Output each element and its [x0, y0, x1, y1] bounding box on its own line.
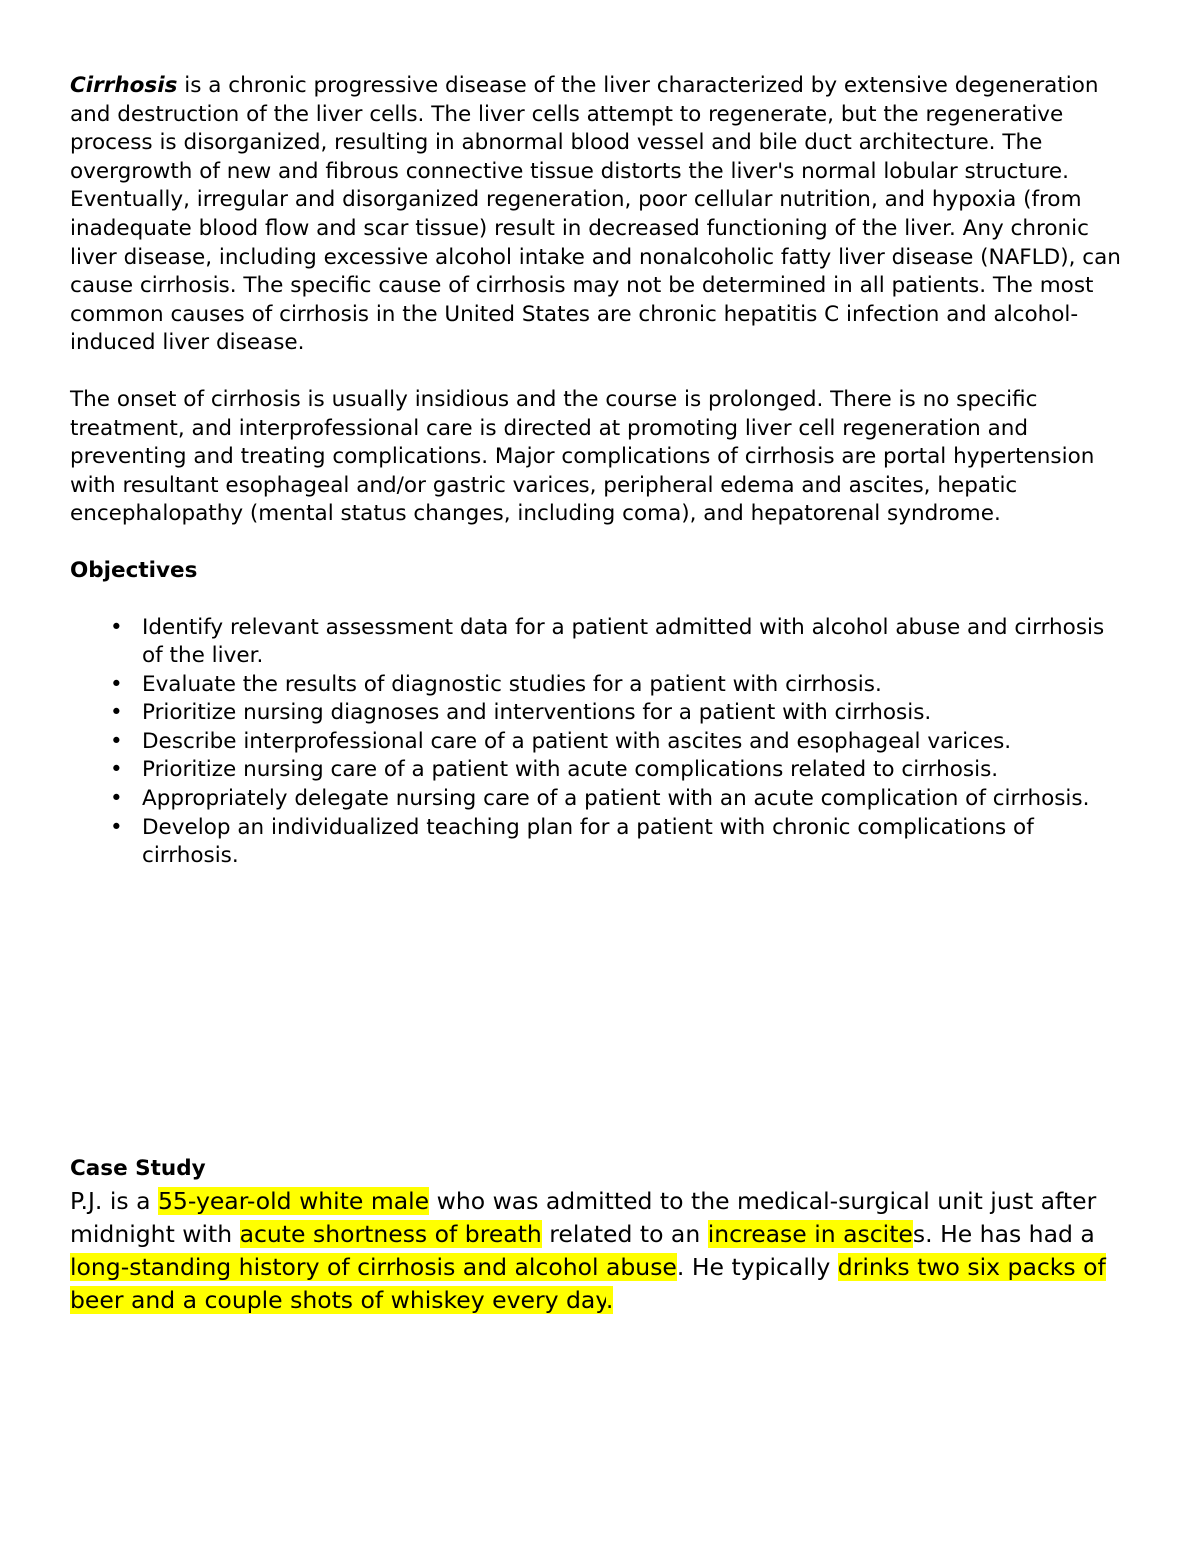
objective-item [70, 728, 1130, 757]
intro-paragraph-2: The onset of cirrhosis is usually insidious and the course is prolonged. There is no specific treatment, and interprofessional care is directed at promoting liver cell regeneration and preventing and treating complications. Major complications of cirrhosis are portal hypertension with resultant esophageal and/or gastric varices, peripheral edema and ascites, hepatic encephalopathy (mental status changes, including coma), and hepatorenal syndrome. [70, 386, 1095, 527]
case-text-segment: P.J. is a [70, 1187, 158, 1215]
objective-text: Prioritize nursing care of a patient with acute complications related to cirrhosis. [142, 757, 999, 783]
bullet-icon: • [110, 614, 123, 640]
bullet-icon: • [110, 671, 123, 697]
highlighted-text: 55-year-old white male [157, 1187, 430, 1215]
bullet-icon: • [110, 786, 123, 812]
bullet-icon: • [110, 728, 123, 754]
term-cirrhosis: Cirrhosis [70, 73, 178, 98]
bullet-icon: • [110, 757, 123, 783]
intro-paragraph-1-text: is a chronic progressive disease of the liver characterized by extensive degeneration and destruction of the liver cells. The liver cells attempt to regenerate, but the regenerative process is disorganized, resulting in abnormal blood vessel and bile duct architecture. The overgrowth of new and fibrous connective tissue distorts the liver's normal lobular structure. Eventually, irregular and disorganized regeneration, poor cellular nutrition, and hypoxia (from inadequate blood flow and scar tissue) result in decreased functioning of the liver. Any chronic liver disease, including excessive alcohol intake and nonalcoholic fatty liver disease (NAFLD), can cause cirrhosis. The specific cause of cirrhosis may not be determined in all patients. The most common causes of cirrhosis in the United States are chronic hepatitis C infection and alcohol-induced liver disease. [70, 73, 1121, 356]
highlighted-text: long-standing history of cirrhosis and alcohol abuse [70, 1253, 677, 1281]
highlighted-text: . [605, 1286, 614, 1314]
highlighted-text: drinks two six packs of beer and a couple shots of whiskey every day [70, 1253, 1106, 1314]
objective-text: Develop an individualized teaching plan for a patient with chronic complications of cirrhosis. [142, 814, 1034, 869]
objective-text: Evaluate the results of diagnostic studies for a patient with cirrhosis. [142, 671, 882, 697]
objectives-heading: Objectives [70, 557, 198, 583]
case-text-segment: related to an [541, 1220, 708, 1248]
objective-item [70, 785, 1130, 814]
intro-paragraph-1 [70, 72, 1130, 358]
objective-text: Identify relevant assessment data for a patient admitted with alcohol abuse and cirrhosis of the liver. [142, 614, 1105, 669]
highlighted-text: increase in ascite [707, 1220, 913, 1248]
objectives-list [70, 614, 1130, 871]
objective-item [70, 756, 1130, 785]
objective-item [70, 699, 1130, 728]
case-text-segment: who was admitted to the medical-surgical unit just after midnight with [70, 1187, 1097, 1248]
bullet-icon: • [110, 814, 123, 840]
document-body [70, 72, 1130, 871]
objective-text: Describe interprofessional care of a patient with ascites and esophageal varices. [142, 728, 1012, 754]
case-study-paragraph [70, 1185, 1145, 1317]
case-text-segment: . He typically [676, 1253, 838, 1281]
objective-item [70, 671, 1130, 700]
case-text-segment: s. He has had a [912, 1220, 1095, 1248]
highlighted-text: acute shortness of breath [239, 1220, 542, 1248]
objective-item [70, 614, 1130, 671]
objective-text: Prioritize nursing diagnoses and interventions for a patient with cirrhosis. [142, 700, 932, 726]
objective-item [70, 814, 1130, 871]
bullet-icon: • [110, 700, 123, 726]
case-study-heading: Case Study [70, 1156, 206, 1181]
objective-text: Appropriately delegate nursing care of a patient with an acute complication of cirrhosis. [142, 786, 1090, 812]
